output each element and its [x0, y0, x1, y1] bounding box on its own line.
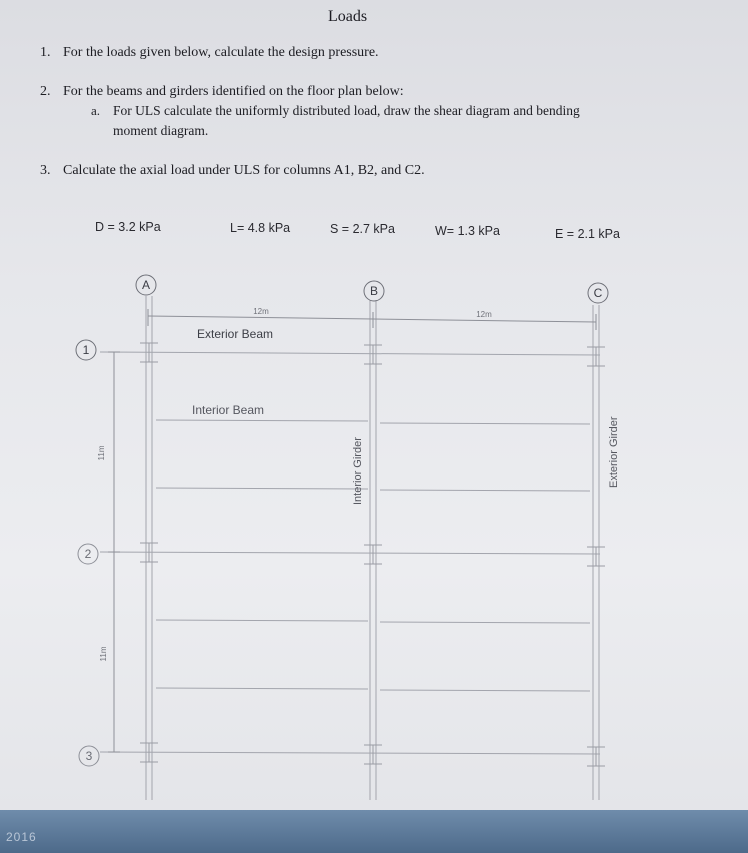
dim-span-ab: 12m	[253, 307, 269, 316]
question-2a-letter: a.	[91, 103, 101, 118]
load-wind: W= 1.3 kPa	[435, 224, 500, 238]
question-1-text: For the loads given below, calculate the design pressure.	[63, 45, 379, 60]
taskbar-label: 2016	[6, 830, 37, 844]
question-3-text: Calculate the axial load under ULS for columns A1, B2, and C2.	[63, 163, 425, 178]
dim-span-bc: 12m	[476, 310, 492, 319]
grid-label-c: C	[593, 286, 603, 300]
question-3-number: 3.	[40, 163, 51, 178]
label-interior-girder: Interior Girder	[352, 437, 364, 505]
taskbar	[0, 810, 748, 853]
label-exterior-beam: Exterior Beam	[197, 327, 274, 341]
question-2a-line1: For ULS calculate the uniformly distributed load, draw the shear diagram and bending	[113, 103, 580, 118]
grid-label-b: B	[369, 284, 379, 298]
label-exterior-girder: Exterior Girder	[608, 416, 620, 488]
dim-span-12: 11m	[97, 445, 106, 461]
dim-span-23: 11m	[99, 646, 108, 662]
grid-label-a: A	[141, 278, 151, 292]
label-interior-beam: Interior Beam	[192, 403, 265, 417]
load-dead: D = 3.2 kPa	[95, 220, 161, 234]
floor-plan	[0, 270, 748, 810]
question-1-number: 1.	[40, 45, 51, 60]
load-live: L= 4.8 kPa	[230, 221, 291, 235]
load-snow: S = 2.7 kPa	[330, 222, 395, 236]
grid-label-2: 2	[84, 547, 92, 561]
document-title: Loads	[328, 8, 368, 25]
load-earthquake: E = 2.1 kPa	[555, 227, 620, 241]
grid-label-3: 3	[85, 749, 93, 763]
grid-label-1: 1	[82, 343, 90, 357]
question-2-text: For the beams and girders identified on the floor plan below:	[63, 84, 404, 99]
question-2-number: 2.	[40, 84, 51, 99]
question-2a-line2: moment diagram.	[113, 123, 209, 138]
